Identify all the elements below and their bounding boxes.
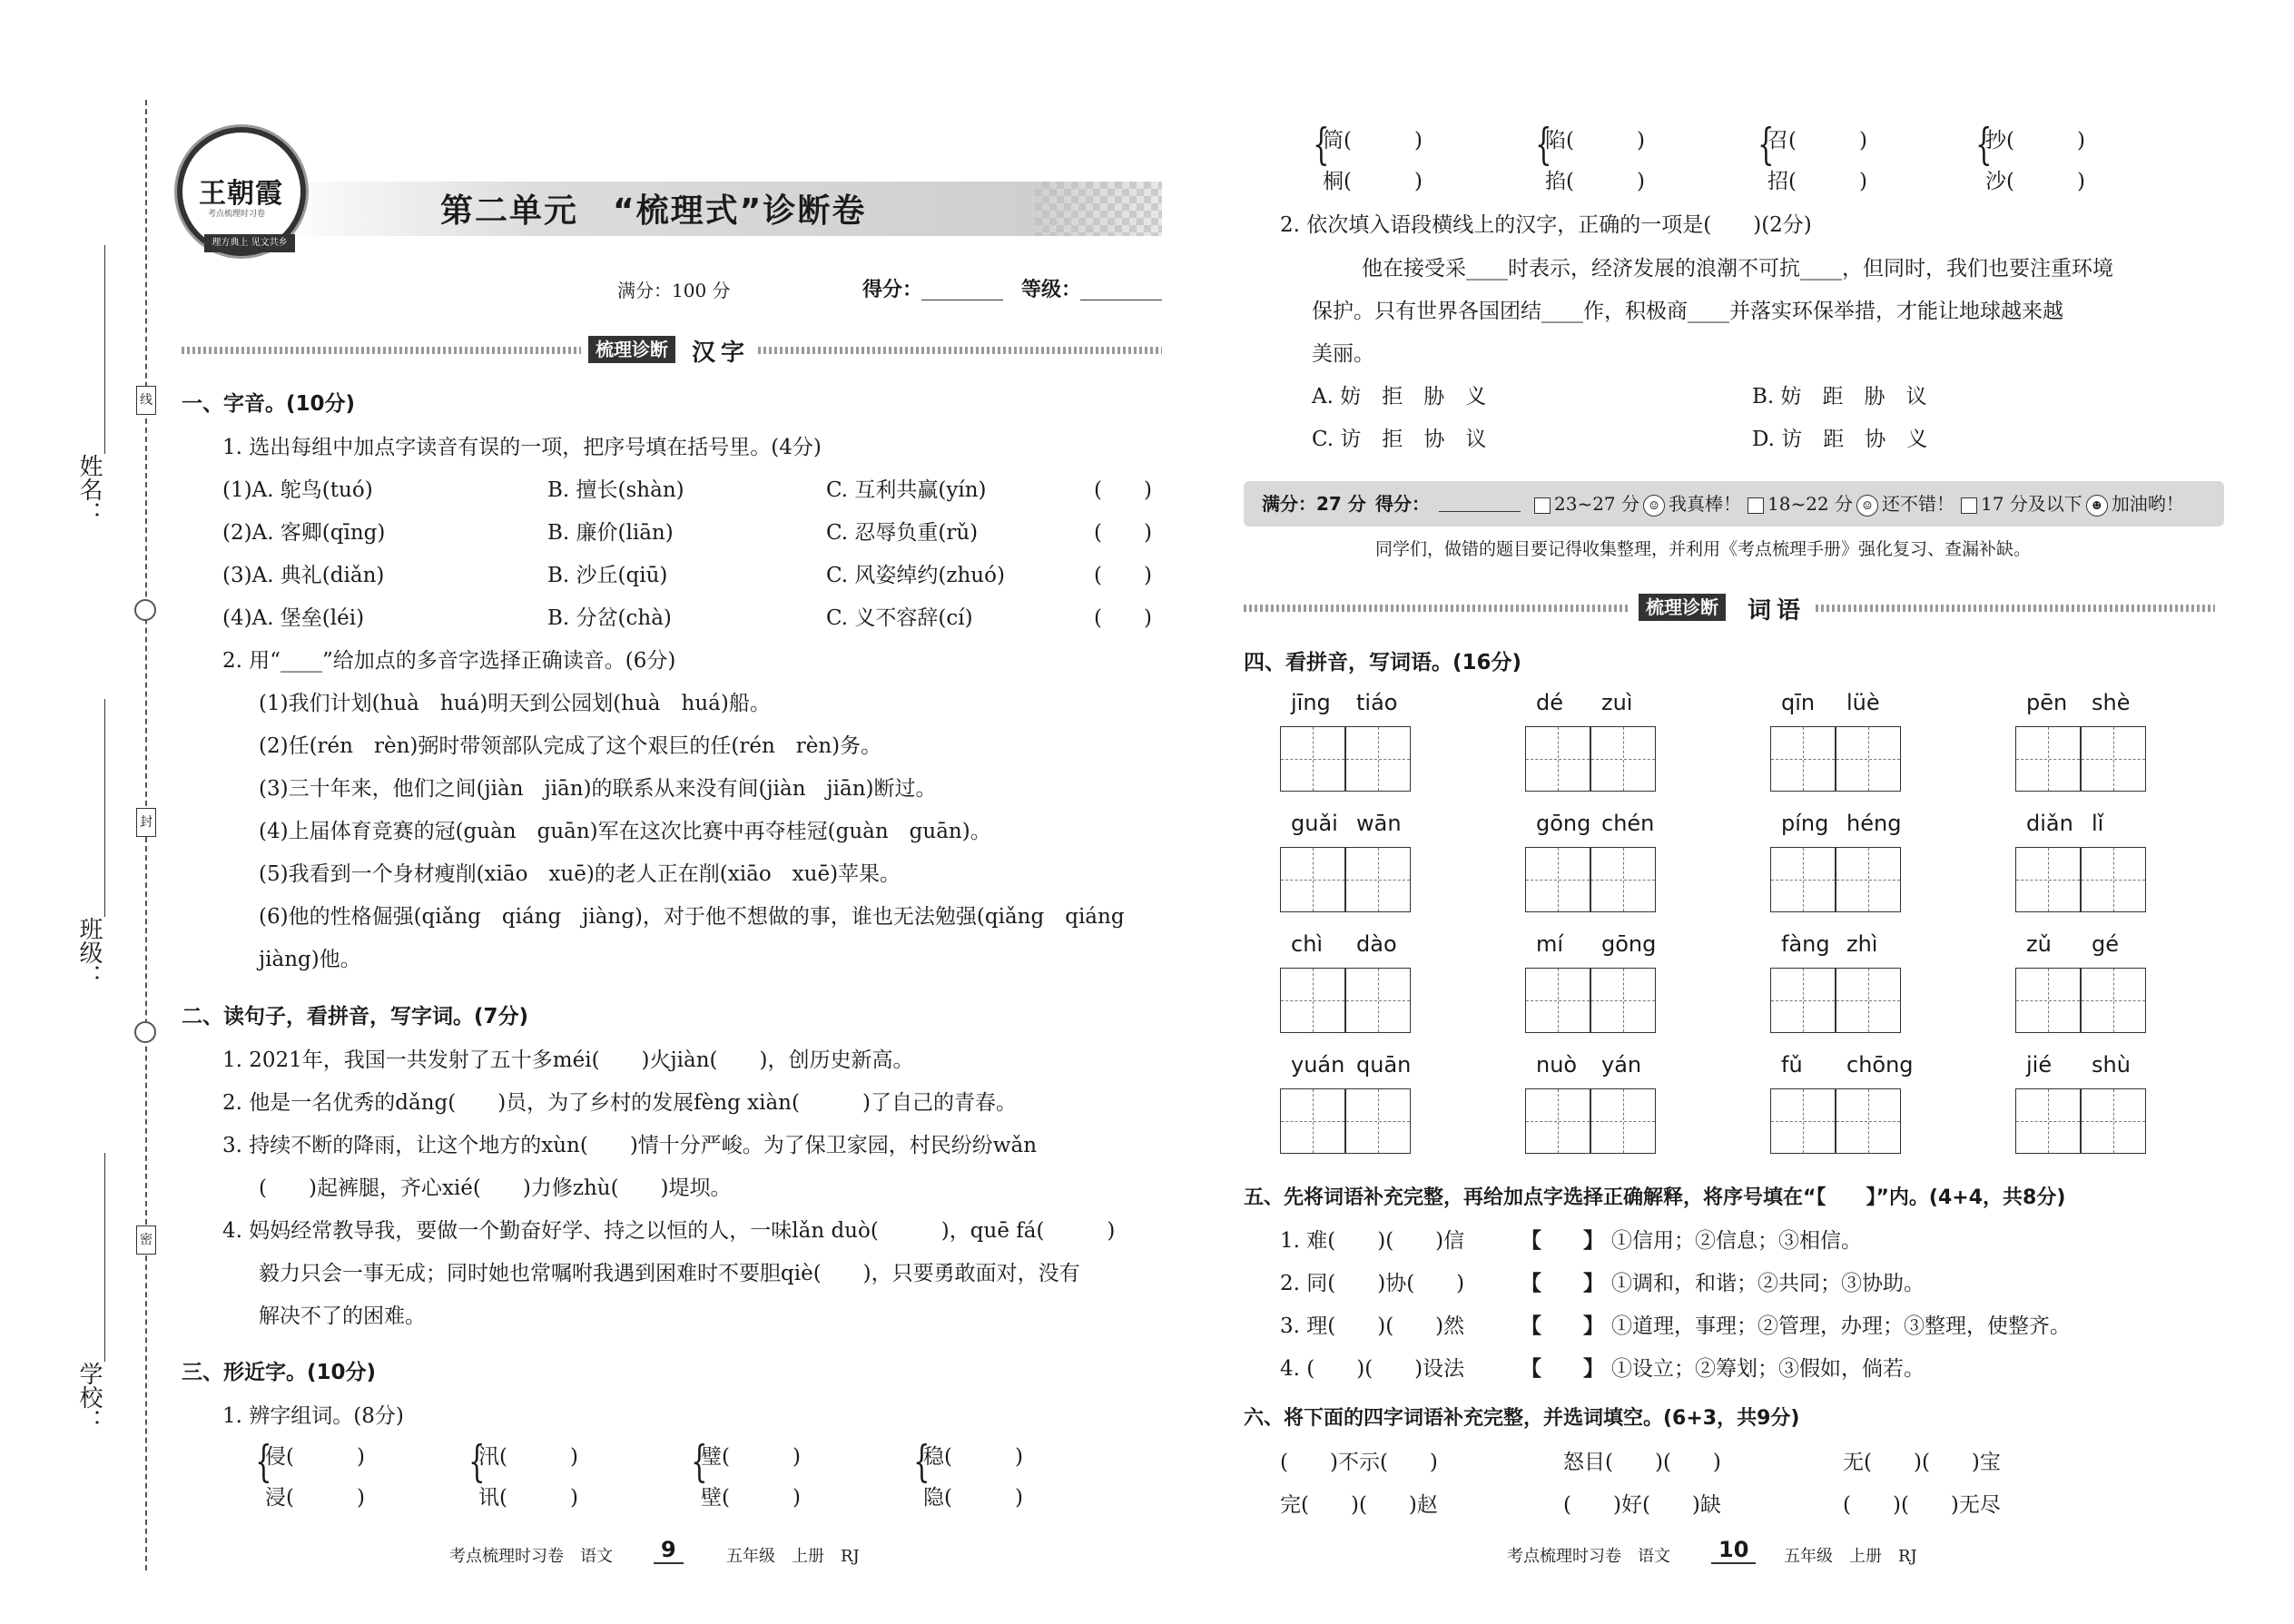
q2-line7: 解决不了的困难。	[259, 1304, 426, 1328]
binding-hole-icon	[134, 1021, 156, 1043]
q2-line6[interactable]: 毅力只会一事无成；同时她也常嘱咐我遇到困难时不要胆qiè( )，只要勇敢面对，没有	[259, 1262, 1080, 1285]
pinyin-syllable: zǔ	[2026, 931, 2052, 957]
tier1-range: 23~27 分	[1554, 493, 1640, 515]
score-label: 得分：	[862, 279, 923, 301]
checkbox-icon[interactable]	[1534, 497, 1551, 514]
writing-grid-cell[interactable]	[2081, 1088, 2146, 1154]
writing-grid-cell[interactable]	[1345, 847, 1411, 912]
q1-row2-a: (2)A. 客卿(qīng)	[222, 521, 386, 545]
pair-word[interactable]: 召( )	[1767, 129, 1867, 153]
pair-word[interactable]: 讯( )	[478, 1486, 578, 1510]
pinyin-syllable: jié	[2026, 1052, 2053, 1078]
pinyin-syllable: gōng	[1536, 811, 1591, 836]
writing-grid-cell[interactable]	[2015, 847, 2081, 912]
review-tip: 同学们，做错的题目要记得收集整理，并利用《考点梳理手册》强化复习、查漏补缺。	[1375, 539, 2032, 559]
section-tag: 梳理诊断	[1639, 594, 1726, 621]
writing-grid-cell[interactable]	[2081, 726, 2146, 792]
q5-heading: 五、先将词语补充完整，再给加点字选择正确解释，将序号填在“【 】”内。(4+4，共8分)	[1244, 1186, 2066, 1209]
answer-paren[interactable]: ( )	[1094, 606, 1152, 630]
answer-paren[interactable]: ( )	[1094, 521, 1152, 545]
page-number: 9	[654, 1537, 684, 1564]
pair-word[interactable]: 璧( )	[701, 1445, 801, 1469]
answer-paren[interactable]: ( )	[1094, 478, 1152, 502]
pinyin-syllable: diǎn	[2026, 811, 2073, 836]
q1-row3-b: B. 沙丘(qiū)	[547, 564, 668, 587]
pair-word[interactable]: 抄( )	[1985, 129, 2085, 153]
writing-grid-cell[interactable]	[1525, 847, 1590, 912]
pinyin-syllable: chōng	[1846, 1052, 1914, 1078]
pinyin-syllable: pēn	[2026, 690, 2068, 715]
title-checker-pattern	[1035, 182, 1162, 236]
pinyin-syllable: nuò	[1536, 1052, 1578, 1078]
pinyin-syllable: chì	[1291, 931, 1324, 957]
tier1[interactable]	[1534, 490, 1741, 517]
writing-grid-cell[interactable]	[2081, 847, 2146, 912]
q3-heading: 三、形近字。(10分)	[182, 1361, 377, 1384]
idiom-blank[interactable]: 无( )( )宝	[1843, 1451, 2001, 1474]
pinyin-syllable: quān	[1356, 1052, 1412, 1078]
q1-line4[interactable]: (4)上届体育竞赛的冠(guàn guān)军在这次比赛中再夺桂冠(guàn guān)。	[259, 820, 991, 843]
section-divider	[182, 347, 581, 354]
q1-sub2: 2. 用“____”给加点的多音字选择正确读音。(6分)	[222, 649, 676, 673]
seal-secret-mark: 密	[136, 1225, 156, 1255]
section-title-hanzi: 汉字	[692, 340, 751, 367]
pinyin-syllable: héng	[1846, 811, 1902, 836]
section-tag: 梳理诊断	[588, 336, 675, 363]
q1-row4-b: B. 分岔(chà)	[547, 606, 672, 630]
q1-line5[interactable]: (5)我看到一个身材瘦削(xiāo xuē)的老人正在削(xiāo xuē)苹果。	[259, 862, 901, 886]
tier3-range: 17 分及以下	[1981, 493, 2082, 515]
smile-icon: ☺	[1643, 495, 1665, 517]
writing-grid-cell[interactable]	[2015, 726, 2081, 792]
logo-brand-text: 王朝霞	[199, 178, 283, 210]
q6-heading: 六、将下面的四字词语补充完整，并选词填空。(6+3，共9分)	[1244, 1407, 1800, 1430]
section-divider	[1244, 605, 1629, 612]
logo-ribbon: 理方典上 见文共乡	[204, 234, 295, 252]
q1-row1-c: C. 互利共赢(yín)	[826, 478, 987, 502]
pair-word[interactable]: 招( )	[1767, 170, 1867, 193]
tier2[interactable]	[1748, 490, 1954, 517]
brace: {	[913, 1436, 930, 1487]
writing-grid-cell[interactable]	[1345, 968, 1411, 1033]
pair-word[interactable]: 浸( )	[265, 1486, 365, 1510]
q1-line3[interactable]: (3)三十年来，他们之间(jiàn jiān)的联系从来没有间(jiàn jiān)断过。	[259, 777, 937, 801]
idiom-blank[interactable]: 怒目( )( )	[1563, 1451, 1721, 1474]
footer-grade: 五年级 上册 RJ	[1784, 1547, 1917, 1566]
page-number: 10	[1711, 1537, 1756, 1564]
pinyin-syllable: lǐ	[2092, 811, 2104, 836]
pinyin-syllable: fàng	[1781, 931, 1830, 957]
q3-para1: 他在接受采____时表示，经济发展的浪潮不可抗____，但同时，我们也要注重环境	[1362, 257, 2113, 281]
q1-row3-c: C. 风姿绰约(zhuó)	[826, 564, 1005, 587]
q2-line2[interactable]: 2. 他是一名优秀的dǎng( )员，为了乡村的发展fèng xiàn( )了自己的青春。	[222, 1091, 1017, 1115]
brace: {	[1975, 119, 1993, 170]
writing-grid-cell[interactable]	[1280, 1088, 1345, 1154]
pair-word[interactable]: 沙( )	[1985, 170, 2085, 193]
q5-word[interactable]: 1. 难( )( )信	[1280, 1229, 1465, 1253]
writing-grid-cell[interactable]	[1525, 1088, 1590, 1154]
pinyin-syllable: zuì	[1601, 690, 1633, 715]
margin-name-line	[104, 245, 105, 454]
pair-word[interactable]: 掐( )	[1545, 170, 1645, 193]
q1-row2-c: C. 忍辱负重(rǔ)	[826, 521, 979, 545]
panel-score-label: 得分：	[1375, 493, 1430, 515]
q1-sub1: 1. 选出每组中加点字读音有误的一项，把序号填在括号里。(4分)	[222, 436, 822, 459]
writing-grid-cell[interactable]	[1770, 968, 1836, 1033]
footer-book: 考点梳理时习卷 语文	[449, 1547, 613, 1566]
idiom-blank[interactable]: ( )不示( )	[1280, 1451, 1438, 1474]
q5-explanation: ①道理，事理；②管理，办理；③整理，使整齐。	[1611, 1314, 2071, 1338]
binding-hole-icon	[134, 599, 156, 621]
q1-line6[interactable]: (6)他的性格倔强(qiǎng qiáng jiàng)，对于他不想做的事，谁也无法勉强(qiǎng qiáng	[259, 905, 1125, 929]
tier3[interactable]	[1961, 490, 2184, 517]
q5-word[interactable]: 4. ( )( )设法	[1280, 1357, 1465, 1381]
writing-grid-cell[interactable]	[1836, 1088, 1901, 1154]
section-divider	[758, 347, 1162, 354]
writing-grid-cell[interactable]	[1836, 726, 1901, 792]
writing-grid-cell[interactable]	[1345, 726, 1411, 792]
writing-grid-cell[interactable]	[1836, 847, 1901, 912]
margin-class-line	[104, 699, 105, 917]
answer-paren[interactable]: ( )	[1094, 564, 1152, 587]
pinyin-syllable: dé	[1536, 690, 1563, 715]
writing-grid-cell[interactable]	[1280, 726, 1345, 792]
option-d[interactable]: D. 访 距 协 义	[1752, 428, 1928, 451]
brace: {	[468, 1436, 486, 1487]
pair-word[interactable]: 陷( )	[1545, 129, 1645, 153]
writing-grid-cell[interactable]	[1280, 847, 1345, 912]
pair-word[interactable]: 筒( )	[1323, 129, 1423, 153]
writing-grid-cell[interactable]	[1280, 968, 1345, 1033]
answer-bracket[interactable]: 【 】	[1521, 1314, 1604, 1338]
q2-line4[interactable]: ( )起裤腿，齐心xié( )力修zhù( )堤坝。	[259, 1176, 732, 1200]
brace: {	[1535, 119, 1552, 170]
pinyin-syllable: yuán	[1291, 1052, 1345, 1078]
q5-explanation: ①信用；②信息；③相信。	[1611, 1229, 1862, 1253]
q1-row4-a: (4)A. 堡垒(léi)	[222, 606, 365, 630]
q1-line7[interactable]: jiàng)他。	[259, 948, 361, 971]
checkbox-icon[interactable]	[1961, 497, 1977, 514]
margin-class-label: 班级：	[75, 917, 103, 988]
writing-grid-cell[interactable]	[2015, 968, 2081, 1033]
option-a[interactable]: A. 妨 拒 胁 义	[1312, 385, 1487, 408]
pinyin-syllable: qīn	[1781, 690, 1816, 715]
grade-label: 等级：	[1021, 279, 1082, 301]
pinyin-syllable: gé	[2092, 931, 2119, 957]
logo-sub-text: 考点梳理时习卷	[208, 210, 266, 219]
pinyin-syllable: guǎi	[1291, 811, 1338, 836]
tier1-msg: 我真棒！	[1669, 493, 1742, 515]
brace: {	[255, 1436, 272, 1487]
tier3-msg: 加油哟！	[2111, 493, 2184, 515]
cheer-icon: ☻	[2086, 495, 2108, 517]
pair-word[interactable]: 汛( )	[478, 1445, 578, 1469]
margin-school-label: 学校：	[75, 1362, 103, 1432]
writing-grid-cell[interactable]	[1525, 968, 1590, 1033]
pinyin-syllable: píng	[1781, 811, 1829, 836]
pinyin-syllable: fǔ	[1781, 1052, 1803, 1078]
q3-para3: 美丽。	[1312, 342, 1374, 366]
writing-grid-cell[interactable]	[1770, 726, 1836, 792]
q1-row4-c: C. 义不容辞(cí)	[826, 606, 973, 630]
writing-grid-cell[interactable]	[1590, 726, 1656, 792]
q1-row1-a: (1)A. 鸵鸟(tuó)	[222, 478, 373, 502]
q5-word[interactable]: 3. 理( )( )然	[1280, 1314, 1465, 1338]
q3-sub1: 1. 辨字组词。(8分)	[222, 1404, 404, 1428]
writing-grid-cell[interactable]	[1770, 1088, 1836, 1154]
q2-heading: 二、读句子，看拼音，写字词。(7分)	[182, 1005, 529, 1029]
page-title: 第二单元 “梳理式”诊断卷	[440, 192, 867, 230]
footer-grade: 五年级 上册 RJ	[726, 1547, 860, 1566]
seal-line-mark: 线	[136, 386, 156, 415]
q1-heading: 一、字音。(10分)	[182, 392, 356, 416]
q5-word[interactable]: 2. 同( )协( )	[1280, 1272, 1465, 1295]
checkbox-icon[interactable]	[1748, 497, 1764, 514]
pair-word[interactable]: 隐( )	[923, 1486, 1023, 1510]
full-score-label: 满分：100 分	[617, 280, 731, 301]
tier2-msg: 还不错！	[1882, 493, 1955, 515]
q4-heading: 四、看拼音，写词语。(16分)	[1244, 651, 1522, 674]
margin-name-label: 姓名：	[75, 454, 103, 525]
idiom-blank[interactable]: 完( )( )赵	[1280, 1493, 1438, 1517]
smile-icon: ☺	[1856, 495, 1878, 517]
q1-line1[interactable]: (1)我们计划(huà huá)明天到公园划(huà huá)船。	[259, 692, 771, 715]
option-c[interactable]: C. 访 拒 协 议	[1312, 428, 1487, 451]
brace: {	[691, 1436, 708, 1487]
pair-word[interactable]: 桐( )	[1323, 170, 1423, 193]
idiom-blank[interactable]: ( )( )无尽	[1843, 1493, 2001, 1517]
pair-word[interactable]: 壁( )	[701, 1486, 801, 1510]
writing-grid-cell[interactable]	[1525, 726, 1590, 792]
answer-bracket[interactable]: 【 】	[1521, 1357, 1604, 1381]
writing-grid-cell[interactable]	[1770, 847, 1836, 912]
answer-bracket[interactable]: 【 】	[1521, 1272, 1604, 1295]
pinyin-syllable: shù	[2092, 1052, 2131, 1078]
q2-line3[interactable]: 3. 持续不断的降雨，让这个地方的xùn( )情十分严峻。为了保卫家园，村民纷纷wǎn	[222, 1134, 1038, 1157]
q3-para2: 保护。只有世界各国团结____作，积极商____并落实环保举措，才能让地球越来越	[1312, 300, 2063, 323]
q3-sub2: 2. 依次填入语段横线上的汉字，正确的一项是( )(2分)	[1280, 213, 1812, 237]
pair-word[interactable]: 稳( )	[923, 1445, 1023, 1469]
q1-row1-b: B. 擅长(shàn)	[547, 478, 684, 502]
section-divider	[1816, 605, 2215, 612]
option-b[interactable]: B. 妨 距 胁 议	[1752, 385, 1927, 408]
footer-book: 考点梳理时习卷 语文	[1507, 1547, 1670, 1566]
q5-explanation: ①设立；②筹划；③假如，倘若。	[1611, 1357, 1925, 1381]
pinyin-syllable: wān	[1356, 811, 1402, 836]
self-assessment-panel	[1244, 481, 2224, 527]
writing-grid-cell[interactable]	[1836, 968, 1901, 1033]
section-title-ciyu: 词语	[1748, 597, 1807, 625]
q1-row3-a: (3)A. 典礼(diǎn)	[222, 564, 385, 587]
pinyin-syllable: mí	[1536, 931, 1564, 957]
pinyin-syllable: dào	[1356, 931, 1397, 957]
pair-word[interactable]: 侵( )	[265, 1445, 365, 1469]
pinyin-syllable: jīng	[1291, 690, 1331, 715]
idiom-blank[interactable]: ( )好( )缺	[1563, 1493, 1721, 1517]
pinyin-syllable: chén	[1601, 811, 1655, 836]
q2-line1[interactable]: 1. 2021年，我国一共发射了五十多méi( )火jiàn( )，创历史新高。	[222, 1048, 914, 1072]
q1-row2-b: B. 廉价(liān)	[547, 521, 674, 545]
writing-grid-cell[interactable]	[1590, 968, 1656, 1033]
pinyin-syllable: yán	[1601, 1052, 1642, 1078]
pinyin-syllable: shè	[2092, 690, 2131, 715]
q2-line5[interactable]: 4. 妈妈经常教导我，要做一个勤奋好学、持之以恒的人，一味lǎn duò( )，quē fá( )	[222, 1219, 1116, 1243]
pinyin-syllable: lüè	[1846, 690, 1880, 715]
seal-seal-mark: 封	[136, 808, 156, 837]
writing-grid-cell[interactable]	[2015, 1088, 2081, 1154]
brace: {	[1313, 119, 1330, 170]
panel-score-blank[interactable]	[1439, 511, 1521, 512]
panel-full-score: 满分：27 分	[1262, 493, 1366, 515]
answer-bracket[interactable]: 【 】	[1521, 1229, 1604, 1253]
writing-grid-cell[interactable]	[1345, 1088, 1411, 1154]
writing-grid-cell[interactable]	[1590, 1088, 1656, 1154]
writing-grid-cell[interactable]	[2081, 968, 2146, 1033]
pinyin-syllable: zhì	[1846, 931, 1878, 957]
brace: {	[1757, 119, 1775, 170]
q1-line2[interactable]: (2)任(rén rèn)弼时带领部队完成了这个艰巨的任(rén rèn)务。	[259, 734, 882, 758]
margin-school-line	[104, 1153, 105, 1362]
writing-grid-cell[interactable]	[1590, 847, 1656, 912]
pinyin-syllable: tiáo	[1356, 690, 1398, 715]
pinyin-syllable: gōng	[1601, 931, 1657, 957]
tier2-range: 18~22 分	[1767, 493, 1854, 515]
q5-explanation: ①调和，和谐；②共同；③协助。	[1611, 1272, 1925, 1295]
